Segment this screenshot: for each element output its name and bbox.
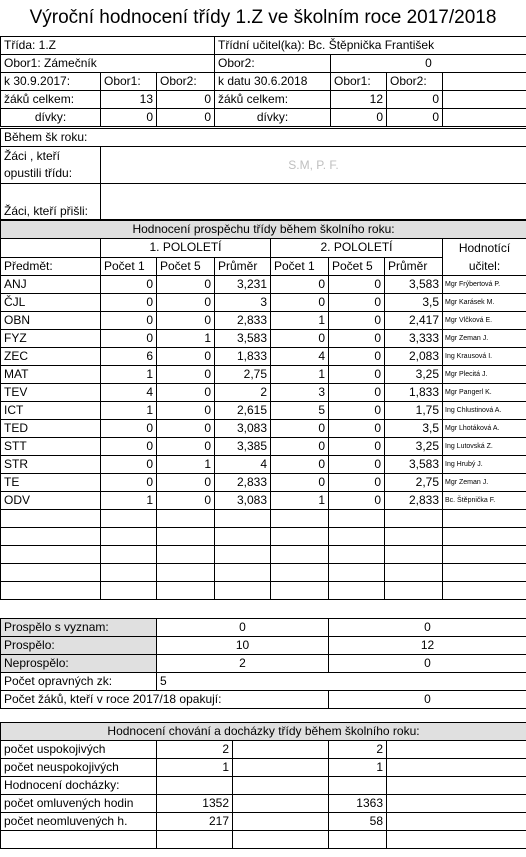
grade-s2-count5: 0 [329,456,385,474]
summary-band [0,618,526,714]
grade-s2-count5 [329,546,385,564]
grade-s2-average [385,510,443,528]
grade-s1-average [215,564,271,582]
behavior-empty-cell [329,831,387,849]
grade-s1-count5 [157,528,215,546]
grade-s2-count5 [329,564,385,582]
grade-s2-count1 [271,564,329,582]
grade-s2-count5: 0 [329,366,385,384]
grade-s2-count1: 0 [271,294,329,312]
grade-s2-count5: 0 [329,420,385,438]
grade-s2-count5: 0 [329,276,385,294]
grade-s1-count1 [101,546,157,564]
behavior-gap [233,813,329,831]
class-name: Třída: 1.Z [1,37,215,55]
subject-head: Předmět: [1,257,101,276]
joined-students-label: Žáci, kteří přišli: [1,184,101,220]
grade-s2-average: 2,417 [385,312,443,330]
grade-s2-count1: 0 [271,330,329,348]
grade-s1-count5: 0 [157,366,215,384]
grade-s1-count5: 0 [157,276,215,294]
grade-s2-count5: 0 [329,384,385,402]
grade-s2-count5: 0 [329,294,385,312]
behavior-label: Hodnocení docházky: [1,777,157,795]
grade-s2-average: 3,583 [385,456,443,474]
grade-s2-count1: 0 [271,438,329,456]
grade-s2-average: 3,5 [385,294,443,312]
grade-s1-average: 3,583 [215,330,271,348]
summary-table [0,618,526,709]
grade-row [1,402,526,420]
grade-s2-average [385,528,443,546]
grade-s2-count5 [329,582,385,600]
behavior-s2: 1 [329,759,387,777]
grade-teacher: Ing Krausová I. [443,348,526,366]
grade-row-empty [1,564,526,582]
behavior-gap [233,759,329,777]
obor1-head-start: Obor1: [101,73,157,91]
grade-s2-count1: 0 [271,276,329,294]
grade-row-empty [1,528,526,546]
grade-s2-average: 3,583 [385,276,443,294]
teacher-head-line2: učitel: [468,259,501,273]
class-info-table [0,36,526,127]
grade-s2-average: 3,333 [385,330,443,348]
grade-teacher [443,564,526,582]
grade-teacher: Mgr Zeman J. [443,474,526,492]
grade-s2-count1 [271,546,329,564]
field-obor1: Obor1: Zámečník [1,55,215,73]
grade-row-empty [1,546,526,564]
behavior-tail [387,759,526,777]
left-students-line2: opustili třídu: [4,166,73,180]
grade-row [1,312,526,330]
teacher-head-line1: Hodnotící [458,241,511,255]
grade-row [1,474,526,492]
grade-s2-count1: 5 [271,402,329,420]
left-students-line1: Žáci , kteří [4,149,61,163]
semester2-head: 2. POLOLETÍ [271,239,443,258]
grade-row [1,366,526,384]
end-total-obor2: 0 [387,91,443,109]
grade-teacher: Ing Chlustinová A. [443,402,526,420]
obor1-head-end: Obor1: [331,73,387,91]
grade-s2-count5: 0 [329,492,385,510]
grade-s2-count5: 0 [329,438,385,456]
grade-s1-count5 [157,564,215,582]
grade-s1-count5: 0 [157,348,215,366]
behavior-row-empty [1,831,526,849]
grade-s1-count1: 0 [101,330,157,348]
grade-subject: ICT [1,402,101,420]
grade-teacher [443,510,526,528]
behavior-section-title: Hodnocení chování a docházky třídy během školního roku: [1,723,526,741]
grade-s1-count5: 0 [157,384,215,402]
grade-subject: STR [1,456,101,474]
grade-teacher: Mgr Frýbertová P. [443,276,526,294]
grade-s2-count5: 0 [329,312,385,330]
behavior-s1: 2 [157,741,233,759]
grade-s1-count1: 0 [101,276,157,294]
grade-s2-average: 3,25 [385,438,443,456]
grade-teacher: Bc. Štěpnička F. [443,492,526,510]
grade-s1-count5: 0 [157,474,215,492]
grades-band [0,220,526,618]
grade-s1-count1: 0 [101,420,157,438]
behavior-gap [233,795,329,813]
grade-s2-count1: 1 [271,492,329,510]
start-girls-obor2: 0 [157,109,215,127]
honors-s2: 0 [329,619,526,637]
grade-s1-count1: 0 [101,474,157,492]
report-title: Výroční hodnocení třídy 1.Z ve školním roce 2017/2018 [0,0,526,37]
behavior-s2: 2 [329,741,387,759]
class-info-band [0,36,526,128]
grade-s2-count1: 1 [271,366,329,384]
grade-subject: TEV [1,384,101,402]
grade-subject: STT [1,438,101,456]
grade-teacher: Mgr Vlčková E. [443,312,526,330]
repeating-label: Počet žáků, kteří v roce 2017/18 opakují: [1,691,329,709]
grade-s2-count1: 3 [271,384,329,402]
behavior-row [1,813,526,831]
grade-subject: MAT [1,366,101,384]
grade-s1-count5 [157,546,215,564]
grade-s1-count1: 0 [101,438,157,456]
behavior-empty-cell [387,831,526,849]
behavior-row [1,759,526,777]
grade-subject [1,528,101,546]
grade-s1-count5: 0 [157,294,215,312]
grade-s1-average: 2,833 [215,474,271,492]
grade-teacher: Ing Lutovská Z. [443,438,526,456]
grade-s2-average: 2,083 [385,348,443,366]
behavior-s1: 1352 [157,795,233,813]
grade-s2-count1 [271,582,329,600]
grade-s2-count1: 4 [271,348,329,366]
failed-s1: 2 [157,655,329,673]
honors-label: Prospělo s vyznam: [1,619,157,637]
grade-s1-count1 [101,528,157,546]
grade-subject [1,510,101,528]
obor2-head-start: Obor2: [157,73,215,91]
grade-subject: ANJ [1,276,101,294]
behavior-label: počet omluvených hodin [1,795,157,813]
start-total-obor2: 0 [157,91,215,109]
date-end-label: k datu 30.6.2018 [215,73,331,91]
grade-s1-average [215,582,271,600]
grade-s2-average [385,582,443,600]
grade-teacher [443,546,526,564]
behavior-rows [1,741,526,849]
col-average-s2: Průměr [385,257,443,276]
behavior-empty-cell [1,831,157,849]
behavior-s2: 1363 [329,795,387,813]
grade-s1-count5: 0 [157,492,215,510]
blank-cell [443,109,526,127]
col-count1-s1: Počet 1 [101,257,157,276]
grade-subject: ODV [1,492,101,510]
behavior-gap [233,777,329,795]
grade-s1-count1: 6 [101,348,157,366]
grade-s1-count1: 0 [101,294,157,312]
grade-row [1,276,526,294]
grade-subject: TED [1,420,101,438]
grade-teacher: Mgr Zeman J. [443,330,526,348]
blank-cell [443,73,526,91]
grade-subject [1,582,101,600]
blank-cell [443,91,526,109]
grade-s1-count5: 0 [157,420,215,438]
grade-s1-count5: 0 [157,312,215,330]
grade-row [1,456,526,474]
retakes-value: 5 [157,673,526,691]
behavior-label: počet neuspokojivých [1,759,157,777]
grade-s2-average [385,546,443,564]
failed-s2: 0 [329,655,526,673]
behavior-label: počet uspokojivých [1,741,157,759]
grade-s1-count5: 1 [157,456,215,474]
grade-row [1,420,526,438]
grade-s1-average [215,528,271,546]
end-total-obor1: 12 [331,91,387,109]
movement-table [0,128,526,220]
grade-s2-average [385,564,443,582]
behavior-s1: 217 [157,813,233,831]
grade-subject [1,546,101,564]
grade-s2-average: 3,5 [385,420,443,438]
failed-label: Neprospělo: [1,655,157,673]
girls-label-end: dívky: [215,109,331,127]
col-average-s1: Průměr [215,257,271,276]
during-year-label: Během šk roku: [1,129,526,147]
grade-row [1,294,526,312]
end-girls-obor2: 0 [387,109,443,127]
col-count5-s2: Počet 5 [329,257,385,276]
grade-s2-count1: 0 [271,456,329,474]
grade-s2-count5 [329,528,385,546]
grade-s2-count5: 0 [329,402,385,420]
grade-s2-count1: 1 [271,312,329,330]
behavior-s2 [329,777,387,795]
grade-row [1,384,526,402]
obor2-head-end: Obor2: [387,73,443,91]
field-obor2: Obor2: [215,55,331,73]
honors-s1: 0 [157,619,329,637]
grade-s1-average: 3,083 [215,420,271,438]
behavior-empty-cell [233,831,329,849]
grade-s2-count1: 0 [271,474,329,492]
grade-s2-count1: 0 [271,420,329,438]
grade-s1-average [215,546,271,564]
grade-s2-average: 2,833 [385,492,443,510]
behavior-gap [233,741,329,759]
behavior-empty-cell [157,831,233,849]
grade-s1-average: 1,833 [215,348,271,366]
behavior-label: počet neomluvených h. [1,813,157,831]
grade-s1-count1 [101,582,157,600]
grade-s2-average: 3,25 [385,366,443,384]
repeating-value: 0 [329,691,526,709]
grade-s2-count5: 0 [329,474,385,492]
grade-teacher: Mgr Karásek M. [443,294,526,312]
retakes-label: Počet opravných zk: [1,673,157,691]
grade-s1-count5: 1 [157,330,215,348]
grade-s1-average: 4 [215,456,271,474]
total-students-label-start: žáků celkem: [1,91,101,109]
passed-label: Prospělo: [1,637,157,655]
grade-s1-average: 2,75 [215,366,271,384]
grade-subject: ZEC [1,348,101,366]
grade-s1-average: 3,231 [215,276,271,294]
behavior-s2: 58 [329,813,387,831]
field-obor2-value: 0 [331,55,526,73]
grade-rows [1,276,526,600]
behavior-table [0,722,526,849]
teacher-head [443,239,526,276]
behavior-band [0,722,526,856]
date-start-label: k 30.9.2017: [1,73,101,91]
passed-s2: 12 [329,637,526,655]
grade-s2-count5: 0 [329,330,385,348]
grade-s1-count1 [101,510,157,528]
grade-s1-count1: 1 [101,492,157,510]
grade-s2-count1 [271,528,329,546]
grade-s1-count5 [157,510,215,528]
grade-s1-count1: 0 [101,456,157,474]
grade-teacher: Mgr Pangerl K. [443,384,526,402]
behavior-row [1,741,526,759]
grade-subject: FYZ [1,330,101,348]
grade-s2-count5 [329,510,385,528]
grade-subject [1,564,101,582]
grade-row-empty [1,510,526,528]
grade-s1-average: 3,083 [215,492,271,510]
grade-teacher: Mgr Lhotáková A. [443,420,526,438]
grade-s1-count5: 0 [157,438,215,456]
col-count1-s2: Počet 1 [271,257,329,276]
grade-s1-average: 2,833 [215,312,271,330]
grades-section-title: Hodnocení prospěchu třídy během školního roku: [1,221,526,239]
behavior-tail [387,813,526,831]
behavior-row [1,777,526,795]
grade-s1-count5 [157,582,215,600]
grade-row [1,438,526,456]
behavior-tail [387,777,526,795]
total-students-label-end: žáků celkem: [215,91,331,109]
grade-s1-count1 [101,564,157,582]
movement-band [0,128,526,220]
grade-subject: OBN [1,312,101,330]
grade-s1-average: 3 [215,294,271,312]
left-students-value: S.M, P. F. [101,147,526,184]
grade-teacher: Ing Hrubý J. [443,456,526,474]
grade-s1-average: 3,385 [215,438,271,456]
end-girls-obor1: 0 [331,109,387,127]
left-students-label [1,147,101,184]
behavior-row [1,795,526,813]
behavior-s1: 1 [157,759,233,777]
grade-s2-count1 [271,510,329,528]
grade-s2-average: 1,75 [385,402,443,420]
grade-row [1,330,526,348]
grade-teacher [443,528,526,546]
grade-subject: TE [1,474,101,492]
class-teacher: Třídní učitel(ka): Bc. Štěpnička František [215,37,526,55]
grade-s1-average [215,510,271,528]
grades-table [0,220,526,600]
blank-cell [1,239,101,258]
girls-label-start: dívky: [1,109,101,127]
grade-teacher [443,582,526,600]
start-girls-obor1: 0 [101,109,157,127]
grade-s1-count1: 1 [101,366,157,384]
grade-s2-average: 1,833 [385,384,443,402]
grade-s2-average: 2,75 [385,474,443,492]
grade-s2-count5: 0 [329,348,385,366]
behavior-tail [387,741,526,759]
grade-s1-count1: 4 [101,384,157,402]
behavior-tail [387,795,526,813]
col-count5-s1: Počet 5 [157,257,215,276]
passed-s1: 10 [157,637,329,655]
start-total-obor1: 13 [101,91,157,109]
grade-s1-average: 2,615 [215,402,271,420]
grade-s1-average: 2 [215,384,271,402]
joined-students-value [101,184,526,220]
semester1-head: 1. POLOLETÍ [101,239,271,258]
grade-teacher: Mgr Plecitá J. [443,366,526,384]
grade-subject: ČJL [1,294,101,312]
grade-s1-count1: 0 [101,312,157,330]
grade-s1-count5: 0 [157,402,215,420]
grade-row-empty [1,582,526,600]
grade-s1-count1: 1 [101,402,157,420]
grade-row [1,348,526,366]
behavior-s1 [157,777,233,795]
grade-row [1,492,526,510]
